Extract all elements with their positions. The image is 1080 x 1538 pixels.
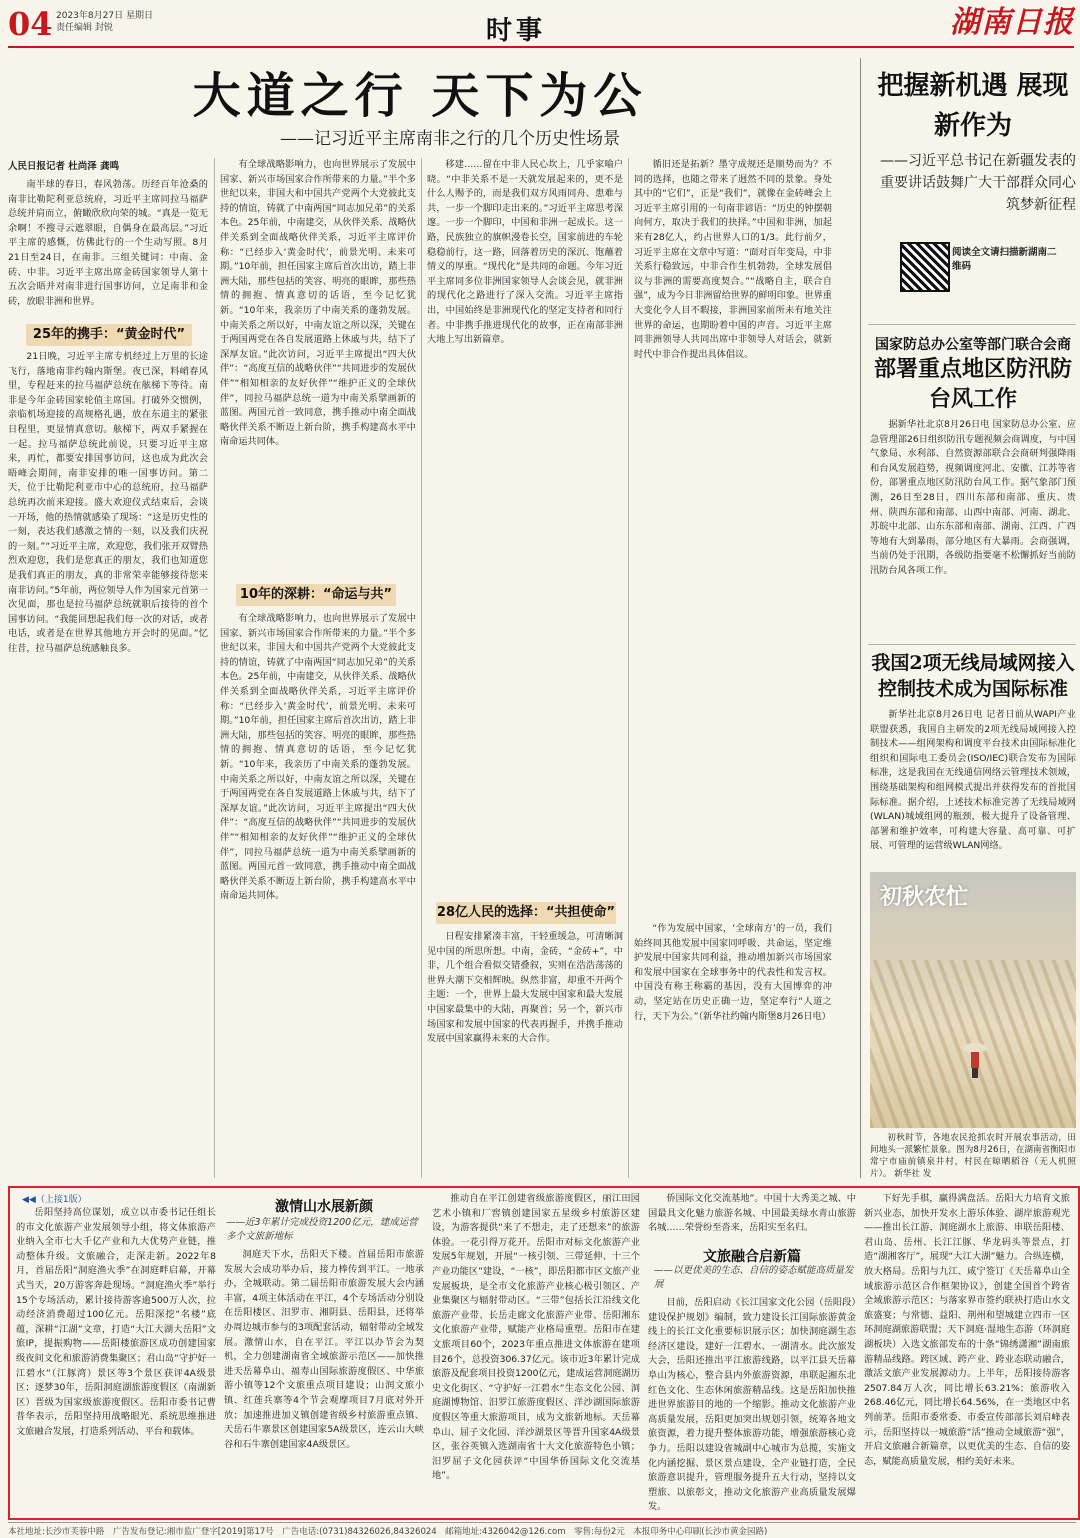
side-headline: 把握新机遇 展现新作为 — [877, 71, 1069, 141]
lead-headline: 大道之行 天下为公 — [192, 68, 648, 124]
issue-date: 2023年8月27日 星期日 — [56, 11, 153, 21]
news1-body: 据新华社北京8月26日电 国家防总办公室、应急管理部26日组织防汛专题视频会商调度，与中国气象局、水利部、自然资源部联合会商研判强降雨和台风发展趋势，视频调度河北、安徽、江苏等省份，部署重点地区防汛防台风工作。据气象部门预测，26日至28日，四川东部和南部、重庆、贵州、陕西东部和南部、山西中南部、河南、湖北、苏皖中北部、山东东部和南部、湖南、江西、广西等地有大到暴雨，部分地区有大暴雨。会商强调，当前仍处于汛期，各级防指要毫不松懈抓好当前防汛防台风各项工作。 — [870, 419, 1076, 576]
masthead-rule — [8, 46, 1074, 48]
footer-imprint: 本社地址:长沙市芙蓉中路 广告发布登记:湘市监广登字[2019]第17号 广告电话:(0731)84326026,84326024 邮箱地址:4326042@126.com 零售:每份2元 本报印务中心印刷(长沙市黄金园路) — [8, 1522, 1076, 1537]
news1-title: 部署重点地区防汛防台风工作 — [873, 356, 1072, 412]
section-title: 时事 — [486, 16, 547, 46]
bottom-column-4a: 侨国际文化交流基地”。中国十大秀美之城、中国最具文化魅力旅游名城、中国最美绿水青山旅游名城……荣誉纷至沓来，岳阳实至名归。 — [648, 1193, 856, 1234]
bottom-column-5: 下好先手棋，赢得满盘活。岳阳大力培育文旅新兴业态，加快开发水上游乐体验、湖岸旅游观光——推出长江游、洞庭湖水上旅游、串联岳阳楼、君山岛、岳州、长江江豚、华龙码头等景点，打造“湖湘客厅”，展现“大江大湖”魅力。合纵连横，放大格局。岳阳与九江、咸宁签订《天岳幕阜山全域旅游示范区合作框架协议》，创建全国首个跨省全域旅游示范区；与落家界市签约联袂打造山水文旅盛宴；与常德、益阳、荆州和望城建立四市一区环洞庭湖旅游联盟；天下洞庭·湿地生态游（环洞庭湖板块）入选文旅部发布的十条“锦绣潇湘”湖南旅游精品线路。跨区域、跨产业、跨业态联动融合，激活文旅产业发展源动力。上半年，岳阳接待游客2507.84万人次，同比增长63.21%；旅游收入268.46亿元，同比增长64.56%，在一类地区中名列前茅。岳阳市委常委、市委宣传部部长刘启峰表示，岳阳坚持以一城旅游“活”推动全域旅游“强”，开启文旅融合新篇章，以更优美的生态、自信的姿态，赋能高质量发展，相约美好未来。 — [864, 1193, 1070, 1467]
masthead — [0, 0, 1080, 52]
page-number: 04 — [8, 5, 53, 43]
bottom-column-1: 岳阳坚持高位谋划，成立以市委书记任组长的市文化旅游产业发展领导小组，将文体旅游产业纳入全市七大千亿产业和九大优势产业链，推动整体升级。文旅融合，走深走新。2022年8月，首届岳阳“洞庭渔火季”在洞庭畔启幕，开幕式当天，20万游客奔赴现场。“洞庭渔火季”举行15个专场活动，累计接待游客逾500万人次，拉动经济消费超过100亿元。岳阳深挖“名楼”底蕴，深耕“江湖”文章，打造“大江大湖大岳阳”文旅IP，提振购物——岳阳楼旅游区成功创建国家级夜间文化和旅游消费集聚区；君山岛“守护好一江碧水”（江豚湾）景区等3个景区获评4A级景区；逐梦30年，岳阳洞庭湖旅游度假区（南湖新区）晋级为国家级旅游度假区。岳阳市委书记曹普华表示，岳阳坚持用战略眼光、系统思维推进文旅融合发展，打造系列活动、平台和载体。 — [16, 1207, 216, 1437]
bottom-column-4b: 目前，岳阳启动《长江国家文化公园（岳阳段）建设保护规划》编制，致力建设长江国际旅游黄金线上的长江文化重要标识展示区；加快洞庭湖生态经济区建设，建好一江碧水、一湖清水。此次旅发大会，岳阳还推出平江旅游线路，以平江县天岳幕阜山为核心，整合县内外旅游资源，串联起湘东北红色文化、生态休闲旅游精品线。这是岳阳加快推进世界旅游目的地的一个缩影。推动文化旅游产业高质量发展，岳阳更加突出规划引领，统筹各地文旅资源，着力提升整体旅游功能，增强旅游核心竞争力。岳阳以建设省城副中心城市为总揽，实施文化内涵挖掘、景区景点建设，全产业链打造，全民旅游意识提升，管理服务提升五大行动，坚持以文塑旅、以旅彰文，推动文化旅游产业高质量发展爆发。 — [648, 1297, 856, 1512]
lead-byline: 人民日报记者 杜尚泽 龚鸣 — [8, 161, 120, 172]
lead-column-2b: 有全球战略影响力，也向世界展示了发展中国家、新兴市场国家合作所带来的力量。”半个多世纪以来，非国大和中国共产党两个大党彼此支持的情谊，铸就了中南两国“同志加兄弟”的关系本色。25年前，中南建交，从伙伴关系、战略伙伴关系到全面战略伙伴关系，习近平主席评价称：“已经步入‘黄金时代’，前景光明、未来可期。”10年前，担任国家主席后首次出访，踏上非洲大陆，那些包括的笑容、明亮的眼眸，那些热情的拥抱、情真意切的话语，至今记忆犹新。“10年来，我亲历了中南关系的蓬勃发展。中南关系之所以好，中南友谊之所以深，关键在于两国两党在各自发展道路上休戚与共，结下了深厚友谊。”此次访问，习近平主席提出“四大伙伴”：“高度互信的战略伙伴”“共同进步的发展伙伴”“相知相亲的友好伙伴”“维护正义的全球伙伴”，同拉马福萨总统一道为中南关系擘画新的蓝图。两国元首一致同意，携手推动中南全面战略伙伴关系不断迈上新台阶，携手构建高水平中南命运共同体。 — [220, 613, 416, 902]
lead-column-4a: 循旧还是拓新？墨守成规还是顺势而为？不同的选择，也随之带来了迥然不同的景象。身处其中的“它们”，正是“我们”，就像在金砖峰会上习近平主席引用的一句南非谚语：“历史的钟摆朝向何方，取决于我们的抉择。”中国和非洲，加起来有28亿人，约占世界人口的1/3。此行前夕，习近平主席在文章中写道：“面对百年变局，中非关系行稳致远，中非合作生机勃勃，全球发展倡议与非洲的需要高度契合。”“战略自主，联合自强”，成为今日非洲留给世界的鲜明印象。世界重大变化令人目不暇接，非洲国家前所未有地关注世界的命运，也期盼着中国的声音。习近平主席同非洲领导人共同出席中非领导人对话会，就新时代中非合作提出具体倡议。 — [634, 159, 832, 360]
farmer-figure-icon — [960, 1040, 990, 1080]
bottom-column-2: 洞庭天下水，岳阳天下楼。首届岳阳市旅游发展大会成功举办后，接力棒传到平江。一地承办，全城联动。第二届岳阳市旅游发展大会内涵丰富，4项主体活动在平江，4个专场活动分别设在岳阳楼区、汨罗市、湘阴县、岳阳县，还将举办周边城市参与的3项配套活动，辐射带动全域发展。激情山水，自在平江。平江以办节会为契机，全力创建湖南省全域旅游示范区——加快推进天岳幕阜山、福寿山国际旅游度假区、中华旅游小镇等12个文旅重点项目建设；山润文旅小镇、红莲兵寨等4个节会观摩项目7月底对外开放；加速推进加义镇创建省级乡村旅游重点镇、天岳石牛寨景区创建国家5A级景区，连云山大峡谷和石牛寨创建国家4A级景区。 — [224, 1249, 424, 1450]
column-rule — [214, 158, 215, 1178]
issue-editor: 责任编辑 封锐 — [56, 23, 113, 33]
lead-column-3b: 日程安排紧凑丰富，干轻重缓急，可清晰洞见中国的所思所想。中南，金砖，“金砖+”，中非，几个组合看似交错叠叙，实则在浩浩荡荡的世界大潮下交相辉映。纵然非富，却重不开两个主题：一个，世界上最大发展中国家和最大发展中国家最集中的大陆，再聚首；另一个，新兴市场国家和发展中国家的代表再握手，并携手推动发展中国家赢得未来的大合作。 — [427, 931, 623, 1045]
section-rule — [860, 58, 861, 1178]
lead-column-4b: “作为发展中国家，‘全球南方’的一员，我们始终同其他发展中国家同呼吸、共命运，坚定维护发展中国家共同利益，推动增加新兴市场国家和发展中国家在全球事务中的代表性和发言权。中国没有称王称霸的基因，没有大国博弈的冲动，坚定站在历史正确一边，坚定奉行“人道之行，天下为公。”（新华社约翰内斯堡8月26日电） — [634, 923, 832, 1022]
lead-column-3a: 移建……留在中非人民心坎上，几乎家喻户晓。“中非关系不是一天就发展起来的，更不是什么人赐予的，而是我们双方风雨同舟、患难与共，一步一个脚印走出来的。”习近平主席思考深邃。一步一个脚印，中国和非洲一起成长。这一路，民族独立的旗帜漫卷长空，国家前进的车轮稳稳前行，这一路，回落着历史的深沉、饱蘸着情义的厚重。“现代化”是共同的命题。今年习近平主席同多位非洲国家领导人会谈会见，就非洲的现代化之路进行了深入交流。习近平主席指出，中国始终是非洲现代化的坚定支持者和同行者。中非携手推进现代化的故事，正在南部非洲大地上写出新篇章。 — [427, 159, 623, 346]
bottom-subhead-2-sub: ——以更优美的生态、自信的姿态赋能高质量发展 — [654, 1265, 854, 1290]
news1-kicker: 国家防总办公室等部门联合会商 — [875, 337, 1071, 353]
photo-title: 初秋农忙 — [880, 885, 969, 910]
news2-title: 我国2项无线局域网接入控制技术成为国际标准 — [871, 652, 1075, 700]
bottom-column-3: 推动自在平江创建省级旅游度假区，丽江田园艺术小镇和厂窖镇创建国家五星级乡村旅游区建设，为游客提供“来了不想走，走了还想来”的旅游体验。一花引得万花开。岳阳市对标文化旅游产业发展5年规划，开展“一核引领、三带延伸、十三个产业功能区”建设，“一核”，即岳阳都市区文旅产业发展板块，是全市文化旅游产业核心极引领区、产业集聚区与辐射带动区。“三带”包括长江沿线文化旅游产业带、长岳走廊文化旅游产业带、岳阳湘东文化旅游产业带，赋能产业格局重塑。岳阳市在建文旅项目60个，2023年重点推进文体旅游在建项目26个，总投资306.37亿元。该市近3年累计完成旅游及配套项目投资1200亿元，建成运营洞庭湖历史文化街区、“守护好一江碧水”生态文化公园、洞庭湖博物馆、汨罗江旅游度假区、洋沙湖国际旅游度假区等重大旅游项目，成为文旅新地标。天岳幕阜山、屈子文化园、洋沙湖景区等晋升国家4A级景区，张谷英镇入选湖南省十大文化旅游特色小镇；汨罗屈子文化园获评“中国华侨国际文化交流基地”。 — [432, 1193, 640, 1482]
side-rule — [868, 324, 1076, 325]
lead-column-1b: 21日晚，习近平主席专机经过上万里的长途飞行，落地南非约翰内斯堡。夜已深，料峭春风里，专程赶来的拉马福萨总统在舷梯下等待。南非是今年金砖国家轮值主席国。打破外交惯例，亲临机场迎接的高规格礼遇，放在东道主的紧张日程里，更显情真意切。舷梯下，两双手紧握在一起。拉马福萨总统此前说，只要习近平主席来，再忙，都要安排国事访问，这也成为此次会晤峰会期间，南非安排的唯一国事访问。第二天，位于比勒陀利亚市中心的总统府，拉马福萨总统再次前来迎接。盛大欢迎仪式结束后，会谈一开场，他的热情就感染了现场：“这是历史性的一刻，表达我们感激之情的一刻，以及我们庆祝的一刻。”“习近平主席，欢迎您，我们张开双臂热烈欢迎您，我们是您真正的朋友，我们也知道您是我们真正的朋友，真的非常荣幸能够接待您来南非访问。”5年前，两位领导人作为国家元首第一次见面，那也是拉马福萨总统就职后接待的首个国事访问。“我能回想起我们每一次的对话，或者电话，或者是在世界其他地方开会时的见面。”忆往昔，拉马福萨总统感触良多。 — [8, 351, 208, 654]
lead-column-2a: 有全球战略影响力，也向世界展示了发展中国家、新兴市场国家合作所带来的力量。”半个多世纪以来，非国大和中国共产党两个大党彼此支持的情谊，铸就了中南两国“同志加兄弟”的关系本色。25年前，中南建交，从伙伴关系、战略伙伴关系到全面战略伙伴关系，习近平主席评价称：“已经步入‘黄金时代’，前景光明、未来可期。”10年前，担任国家主席后首次出访，踏上非洲大陆，那些包括的笑容、明亮的眼眸，那些热情的拥抱、情真意切的话语，至今记忆犹新。“10年来，我亲历了中南关系的蓬勃发展。中南关系之所以好，中南友谊之所以深，关键在于两国两党在各自发展道路上休戚与共，结下了深厚友谊。”此次访问，习近平主席提出“四大伙伴”：“高度互信的战略伙伴”“共同进步的发展伙伴”“相知相亲的友好伙伴”“维护正义的全球伙伴”，同拉马福萨总统一道为中南关系擘画新的蓝图。两国元首一致同意，携手推动中南全面战略伙伴关系不断迈上新台阶，携手构建高水平中南命运共同体。 — [220, 159, 416, 448]
lead-subhead-2: 10年的深耕：“命运与共” — [236, 584, 396, 606]
lead-subtitle: ——记习近平主席南非之行的几个历史性场景 — [280, 129, 620, 149]
column-rule — [628, 158, 629, 1178]
continued-marker: ◀◀（上接1版） — [22, 1195, 87, 1205]
side-rule — [868, 644, 1076, 645]
issue-meta — [56, 10, 166, 34]
bottom-subhead-2: 文旅融合启新篇 — [703, 1249, 801, 1265]
qr-caption: 阅读全文请扫描新湖南二维码 — [952, 247, 1057, 272]
newspaper-logo: 湖南日报 — [950, 5, 1074, 40]
side-subline: ——习近平总书记在新疆发表的重要讲话鼓舞广大干部群众同心筑梦新征程 — [880, 153, 1076, 213]
lead-subhead-3: 28亿人民的选择：“共担使命” — [436, 902, 616, 924]
lead-subhead-1: 25年的携手：“黄金时代” — [26, 324, 192, 346]
qr-code-icon[interactable] — [900, 242, 950, 292]
bottom-subhead-1-sub: ——近3年累计完成投资1200亿元，建成运营多个文旅新地标 — [226, 1217, 418, 1242]
bottom-subhead-1: 激情山水展新颜 — [275, 1199, 373, 1215]
photo-caption: 初秋时节，各地农民抢抓农时开展农事活动，田间地头一派繁忙景象。图为8月26日，在湖南省衡阳市常宁市庙前镇泉井村，村民在晾晒稻谷（无人机照片）。 新华社 发 — [870, 1133, 1076, 1179]
column-rule — [421, 158, 422, 1178]
news2-body: 新华社北京8月26日电 记者日前从WAPI产业联盟获悉，我国自主研发的2项无线局域网接入控制技术——组网架构和调度平台技术由国际标准化组织和国际电工委员会(ISO/IEC)联合发布为国际标准，这是我国在无线通信网络云管理技术领域，围绕基础架构和组网模式提出并获得发布的首批国际标准。据介绍，上述技术标准完善了无线局域网(WLAN)城域组网的瓶颈，极大提升了设备管理、部署和维护效率，可构建大容量、高可靠、可扩展、可管理的运营级WLAN网络。 — [870, 709, 1076, 852]
lead-column-1a: 南半球的春日，春风勃荡。历经百年沧桑的南非比勒陀利亚总统府，习近平主席同拉马福萨总统并肩而立，俯瞰欣欣向荣的城。“真是一览无余啊！不搜寻云遮翠眼，自偶身在最高层。”习近平主席的感慨，仿佛此行的一个生动写照。8月21日至24日，在南非。三组关键词：中南、金砖、中非。习近平主席出席金砖国家领导人第十五次会晤并对南非进行国事访问，立足南非和金砖，放眼非洲和世界。 — [8, 179, 208, 307]
